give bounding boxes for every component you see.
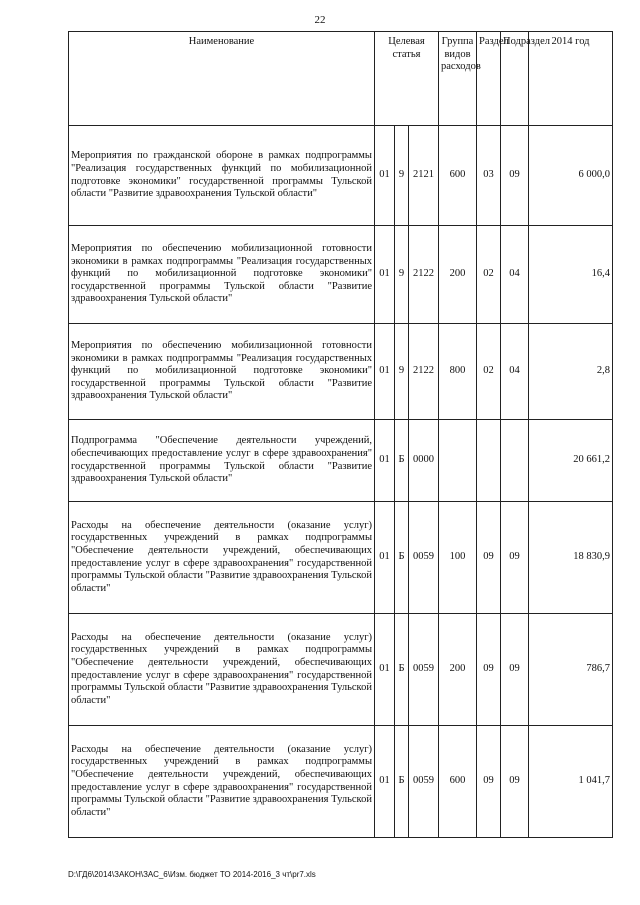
row-subsection: 09: [501, 614, 529, 726]
row-code-program: 01: [375, 726, 395, 838]
row-name: Мероприятия по гражданской обороне в рамках подпрограммы "Реализация государственных функций по мобилизационной подготовке экономики" государственной программы Тульской области "Развитие здравоохранения Тульской области": [69, 126, 375, 226]
row-code-program: 01: [375, 126, 395, 226]
header-expense-group: Группа видов расходов: [439, 32, 477, 126]
row-code-program: 01: [375, 420, 395, 502]
row-code-subprogram: Б: [395, 614, 409, 726]
table-row: [69, 226, 613, 324]
row-code-direction: 0059: [409, 614, 439, 726]
table-row: [69, 726, 613, 838]
row-amount-2014: 16,4: [529, 226, 613, 324]
row-name: Расходы на обеспечение деятельности (оказание услуг) государственных учреждений в рамках подпрограммы "Обеспечение деятельности учреждений, обеспечивающих предоставление услуг в сфере здравоохранения" государственной программы Тульской области "Развитие здравоохранения Тульской области": [69, 502, 375, 614]
file-path-footer: D:\ГД6\2014\ЗАКОН\ЗАС_6\Изм. бюджет ТО 2014-2016_3 чт\pr7.xls: [68, 870, 316, 879]
header-name: Наименование: [69, 32, 375, 126]
page-number: 22: [314, 14, 326, 26]
row-code-program: 01: [375, 502, 395, 614]
row-subsection: 09: [501, 726, 529, 838]
row-code-direction: 0059: [409, 502, 439, 614]
header-target-article: Целевая статья: [375, 32, 439, 126]
row-section: 02: [477, 324, 501, 420]
header-year-2014: 2014 год: [529, 32, 613, 126]
row-expense-group: 600: [439, 726, 477, 838]
row-name: Подпрограмма "Обеспечение деятельности учреждений, обеспечивающих предоставление услуг в сфере здравоохранения" государственной программы Тульской области "Развитие здравоохранения Тульской области": [69, 420, 375, 502]
row-expense-group: 600: [439, 126, 477, 226]
row-subsection: 04: [501, 226, 529, 324]
row-name: Расходы на обеспечение деятельности (оказание услуг) государственных учреждений в рамках подпрограммы "Обеспечение деятельности учреждений, обеспечивающих предоставление услуг в сфере здравоохранения" государственной программы Тульской области "Развитие здравоохранения Тульской области": [69, 726, 375, 838]
row-amount-2014: 786,7: [529, 614, 613, 726]
row-expense-group: 800: [439, 324, 477, 420]
row-code-subprogram: 9: [395, 226, 409, 324]
row-subsection: 04: [501, 324, 529, 420]
row-code-program: 01: [375, 226, 395, 324]
table-row: [69, 614, 613, 726]
row-subsection: 09: [501, 502, 529, 614]
row-section: 09: [477, 614, 501, 726]
row-amount-2014: 20 661,2: [529, 420, 613, 502]
row-code-subprogram: Б: [395, 726, 409, 838]
table-row: [69, 126, 613, 226]
row-section: 09: [477, 502, 501, 614]
row-code-subprogram: Б: [395, 420, 409, 502]
budget-table: [68, 31, 613, 838]
row-expense-group: 200: [439, 614, 477, 726]
row-code-subprogram: 9: [395, 324, 409, 420]
table-row: [69, 502, 613, 614]
row-code-program: 01: [375, 614, 395, 726]
row-expense-group: 200: [439, 226, 477, 324]
row-section: 03: [477, 126, 501, 226]
row-code-subprogram: Б: [395, 502, 409, 614]
row-name: Мероприятия по обеспечению мобилизационной готовности экономики в рамках подпрограммы "Реализация государственных функций по мобилизационной подготовке экономики" государственной программы Тульской области "Развитие здравоохранения Тульской области": [69, 324, 375, 420]
table-header-row: [69, 32, 613, 126]
row-amount-2014: 18 830,9: [529, 502, 613, 614]
row-section: [477, 420, 501, 502]
row-expense-group: 100: [439, 502, 477, 614]
row-expense-group: [439, 420, 477, 502]
table-row: [69, 324, 613, 420]
row-subsection: [501, 420, 529, 502]
row-name: Мероприятия по обеспечению мобилизационной готовности экономики в рамках подпрограммы "Реализация государственных функций по мобилизационной подготовке экономики" государственной программы Тульской области "Развитие здравоохранения Тульской области": [69, 226, 375, 324]
row-code-direction: 2122: [409, 324, 439, 420]
row-code-program: 01: [375, 324, 395, 420]
row-subsection: 09: [501, 126, 529, 226]
row-amount-2014: 6 000,0: [529, 126, 613, 226]
row-code-direction: 0059: [409, 726, 439, 838]
row-code-direction: 2122: [409, 226, 439, 324]
table-row: [69, 420, 613, 502]
header-section: Раздел: [477, 32, 501, 126]
header-subsection: Подраздел: [501, 32, 529, 126]
row-section: 09: [477, 726, 501, 838]
row-amount-2014: 1 041,7: [529, 726, 613, 838]
row-amount-2014: 2,8: [529, 324, 613, 420]
row-section: 02: [477, 226, 501, 324]
row-code-subprogram: 9: [395, 126, 409, 226]
row-code-direction: 0000: [409, 420, 439, 502]
row-code-direction: 2121: [409, 126, 439, 226]
row-name: Расходы на обеспечение деятельности (оказание услуг) государственных учреждений в рамках подпрограммы "Обеспечение деятельности учреждений, обеспечивающих предоставление услуг в сфере здравоохранения" государственной программы Тульской области "Развитие здравоохранения Тульской области": [69, 614, 375, 726]
